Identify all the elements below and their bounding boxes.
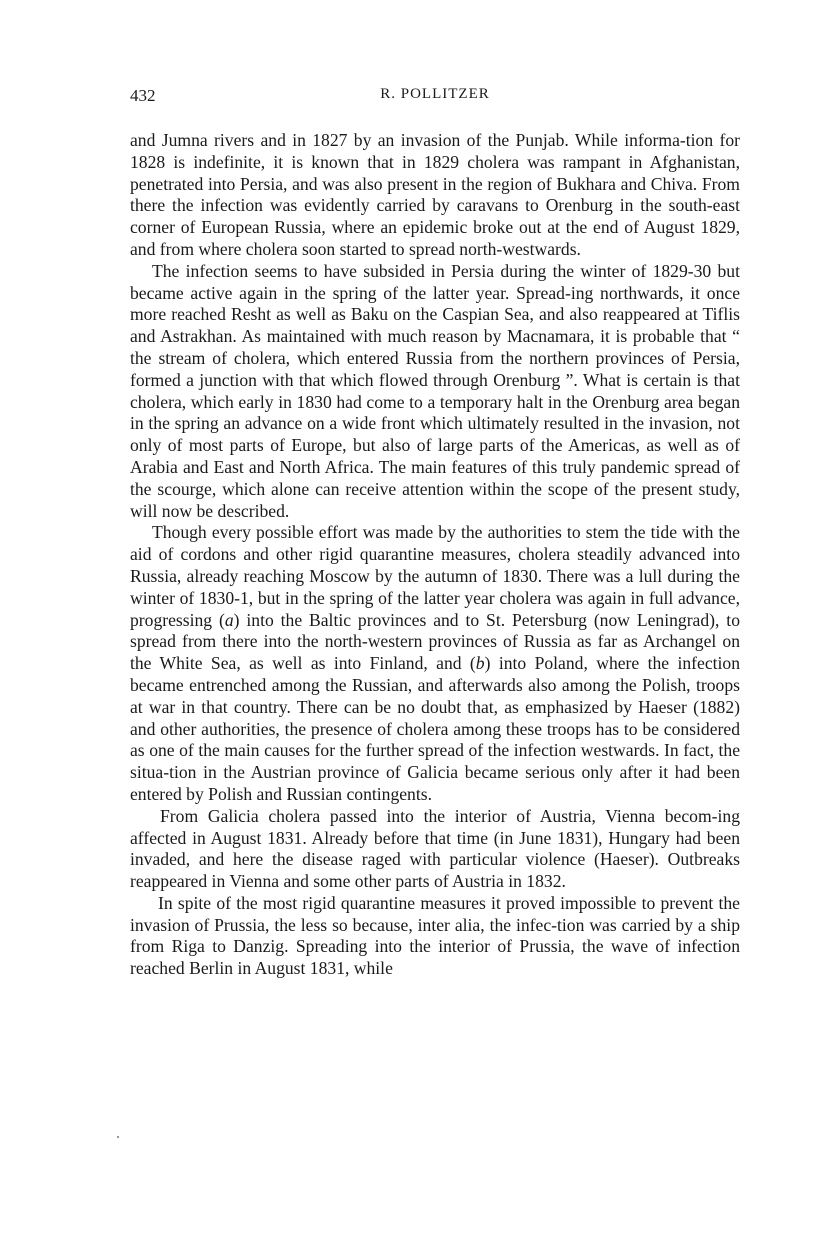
paragraph xyxy=(130,261,740,523)
italic-run: a xyxy=(224,609,234,630)
paragraph xyxy=(130,893,740,980)
running-head: R. POLLITZER xyxy=(380,86,490,102)
italic-run: b xyxy=(475,653,485,674)
text-run: From Galicia cholera passed into the interior of Austria, Vienna becom-ing affected in August 1831. Already before that time (in June 1831), Hungary had been invaded, and here the disease raged with particular violence (Haeser). Outbreaks reappeared in Vienna and some other parts of Austria in 1832. xyxy=(130,805,740,892)
text-run: The infection seems to have subsided in Persia during the winter of 1829-30 but became active again in the spring of the latter year. Spread-ing northwards, it once more reached Resht as well as Baku on the Caspian Sea, and also reappeared at Tiflis and Astrakhan. As maintained with much reason by Macnamara, it is probable that “ the stream of cholera, which entered Russia from the northern provinces of Persia, formed a junction with that which flowed through Orenburg ”. What is certain is that cholera, which early in 1830 had come to a temporary halt in the Orenburg area began in the spring an advance on a wide front which ultimately resulted in the invasion, not only of most parts of Europe, but also of large parts of the Americas, as well as of Arabia and East and North Africa. The main features of this truly pandemic spread of the scourge, which alone can receive attention within the scope of the present study, will now be described. xyxy=(130,260,740,521)
page-header xyxy=(130,86,740,110)
page-number: 432 xyxy=(130,86,156,105)
paragraph xyxy=(130,522,740,805)
paragraph xyxy=(130,130,740,261)
body-text xyxy=(130,130,740,980)
paragraph xyxy=(130,806,740,893)
text-run: In spite of the most rigid quarantine measures it proved impossible to prevent the invasion of Prussia, the less so because, inter alia, the infec-tion was carried by a ship from Riga to Danzig. Spreading into the interior of Prussia, the wave of infection reached Berlin in August 1831, while xyxy=(130,892,740,979)
text-run: and Jumna rivers and in 1827 by an invasion of the Punjab. While informa-tion for 1828 is indefinite, it is known that in 1829 cholera was rampant in Afghanistan, penetrated into Persia, and was also present in the region of Bukhara and Chiva. From there the infection was evidently carried by caravans to Orenburg in the south-east corner of European Russia, where an epidemic broke out at the end of August 1829, and from where cholera soon started to spread north-westwards. xyxy=(130,130,740,259)
text-run: ) into the Baltic provinces and to St. Petersburg (now Leningrad), to spread from there into the north-western provinces of Russia as far as Archangel on the White Sea, as well as into Finland, and ( xyxy=(130,609,740,674)
text-run: ) into Poland, where the infection became entrenched among the Russian, and afterwards also among the Polish, troops at war in that country. There can be no doubt that, as emphasized by Haeser (1882) and other authorities, the presence of cholera among these troops has to be considered as one of the main causes for the further spread of the infection westwards. In fact, the situa-tion in the Austrian province of Galicia became serious only after it had been entered by Polish and Russian contingents. xyxy=(130,653,741,804)
text-run: Though every possible effort was made by the authorities to stem the tide with the aid of cordons and other rigid quarantine measures, cholera steadily advanced into Russia, already reaching Moscow by the autumn of 1830. There was a lull during the winter of 1830-1, but in the spring of the latter year cholera was again in full advance, progressing ( xyxy=(130,522,740,630)
margin-speck xyxy=(117,1136,119,1138)
